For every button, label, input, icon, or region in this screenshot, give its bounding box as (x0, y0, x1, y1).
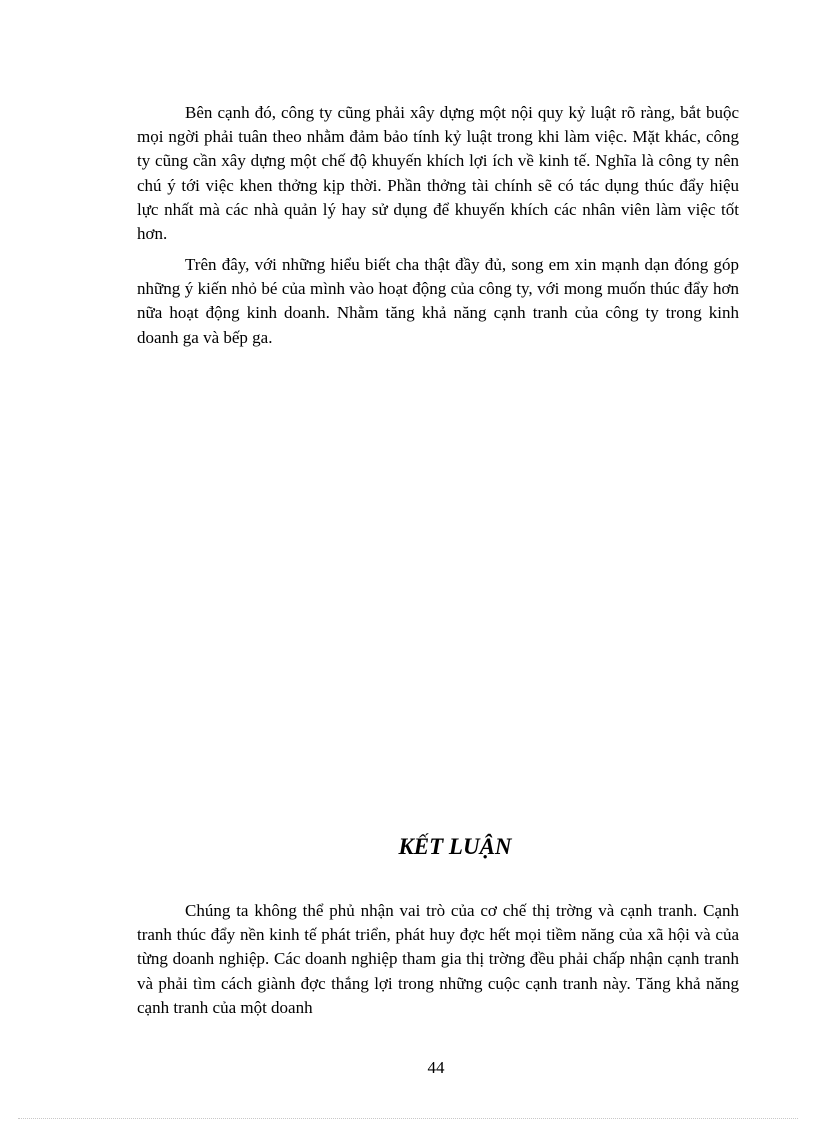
page-number: 44 (427, 1058, 445, 1077)
conclusion-heading: KẾT LUẬN (398, 834, 512, 859)
body-paragraph-contribution: Trên đây, với những hiểu biết cha thật đầy đủ, song em xin mạnh dạn đóng góp những ý kiến nhỏ bé của mình vào hoạt động của công ty, với mong muốn thúc đẩy hơn nữa hoạt động kinh doanh. Nhằm tăng khả năng cạnh tranh của công ty trong kinh doanh ga và bếp ga. (137, 255, 739, 347)
page-bottom-divider (18, 1118, 798, 1119)
conclusion-paragraph: Chúng ta không thể phủ nhận vai trò của cơ chế thị trờng và cạnh tranh. Cạnh tranh thúc đẩy nền kinh tế phát triển, phát huy đợc hết mọi tiềm năng của xã hội và của từng doanh nghiệp. Các doanh nghiệp tham gia thị trờng đều phải chấp nhận cạnh tranh và phải tìm cách giành đợc thắng lợi trong những cuộc cạnh tranh này. Tăng khả năng cạnh tranh của một doanh (137, 901, 739, 1017)
body-paragraph-discipline: Bên cạnh đó, công ty cũng phải xây dựng một nội quy kỷ luật rõ ràng, bắt buộc mọi ngời phải tuân theo nhằm đảm bảo tính kỷ luật trong khi làm việc. Mặt khác, công ty cũng cần xây dựng một chế độ khuyến khích lợi ích về kinh tế. Nghĩa là công ty nên chú ý tới việc khen thởng kịp thời. Phần thởng tài chính sẽ có tác dụng thúc đẩy hiệu lực nhất mà các nhà quản lý hay sử dụng để khuyến khích các nhân viên làm việc tốt hơn. (137, 103, 739, 244)
